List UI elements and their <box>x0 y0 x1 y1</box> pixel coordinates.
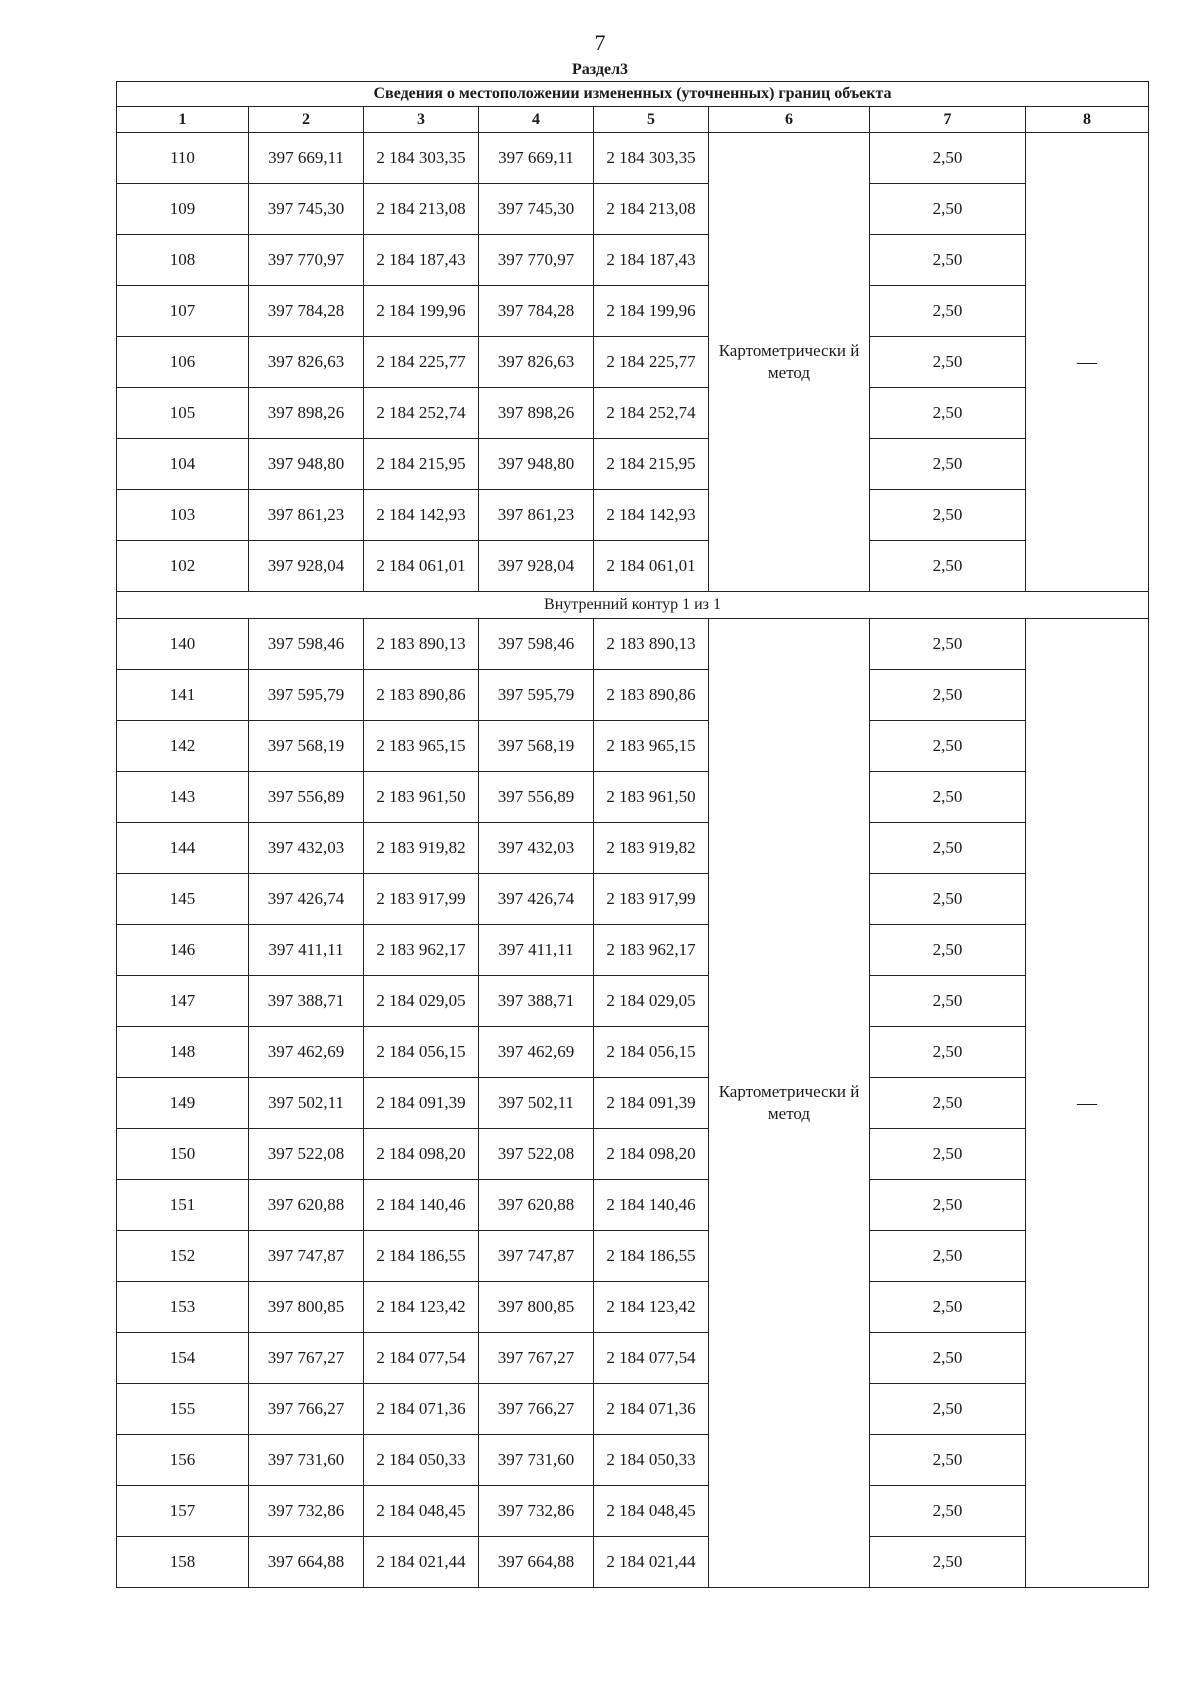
x-coordinate-refined: 397 598,46 <box>479 619 594 670</box>
x-coordinate-existing: 397 861,23 <box>249 490 364 541</box>
y-coordinate-refined: 2 183 962,17 <box>594 925 709 976</box>
y-coordinate-existing: 2 184 225,77 <box>364 337 479 388</box>
x-coordinate-refined: 397 664,88 <box>479 1537 594 1588</box>
x-coordinate-existing: 397 502,11 <box>249 1078 364 1129</box>
x-coordinate-refined: 397 747,87 <box>479 1231 594 1282</box>
y-coordinate-existing: 2 184 056,15 <box>364 1027 479 1078</box>
x-coordinate-refined: 397 767,27 <box>479 1333 594 1384</box>
point-number: 155 <box>117 1384 249 1435</box>
table-row <box>117 670 1149 721</box>
x-coordinate-existing: 397 770,97 <box>249 235 364 286</box>
accuracy-value: 2,50 <box>870 337 1026 388</box>
x-coordinate-refined: 397 800,85 <box>479 1282 594 1333</box>
accuracy-value: 2,50 <box>870 1180 1026 1231</box>
table-row <box>117 235 1149 286</box>
y-coordinate-refined: 2 184 225,77 <box>594 337 709 388</box>
x-coordinate-existing: 397 664,88 <box>249 1537 364 1588</box>
y-coordinate-existing: 2 184 071,36 <box>364 1384 479 1435</box>
x-coordinate-refined: 397 948,80 <box>479 439 594 490</box>
table-row <box>117 1333 1149 1384</box>
accuracy-value: 2,50 <box>870 1435 1026 1486</box>
x-coordinate-existing: 397 745,30 <box>249 184 364 235</box>
table-row <box>117 1180 1149 1231</box>
table-row <box>117 541 1149 592</box>
y-coordinate-existing: 2 184 215,95 <box>364 439 479 490</box>
x-coordinate-existing: 397 426,74 <box>249 874 364 925</box>
table-row <box>117 1384 1149 1435</box>
y-coordinate-existing: 2 183 965,15 <box>364 721 479 772</box>
y-coordinate-existing: 2 183 962,17 <box>364 925 479 976</box>
accuracy-value: 2,50 <box>870 619 1026 670</box>
x-coordinate-refined: 397 928,04 <box>479 541 594 592</box>
y-coordinate-existing: 2 184 303,35 <box>364 133 479 184</box>
contour-label-row <box>117 592 1149 619</box>
x-coordinate-existing: 397 620,88 <box>249 1180 364 1231</box>
x-coordinate-refined: 397 388,71 <box>479 976 594 1027</box>
y-coordinate-refined: 2 184 123,42 <box>594 1282 709 1333</box>
section-title: Раздел3 <box>571 61 629 78</box>
accuracy-value: 2,50 <box>870 670 1026 721</box>
x-coordinate-refined: 397 432,03 <box>479 823 594 874</box>
method-cell: Картометрически й метод <box>709 133 870 592</box>
y-coordinate-existing: 2 184 252,74 <box>364 388 479 439</box>
y-coordinate-refined: 2 184 186,55 <box>594 1231 709 1282</box>
x-coordinate-existing: 397 747,87 <box>249 1231 364 1282</box>
table-row <box>117 1078 1149 1129</box>
table-row <box>117 1537 1149 1588</box>
y-coordinate-existing: 2 184 123,42 <box>364 1282 479 1333</box>
accuracy-value: 2,50 <box>870 235 1026 286</box>
x-coordinate-existing: 397 556,89 <box>249 772 364 823</box>
x-coordinate-existing: 397 928,04 <box>249 541 364 592</box>
y-coordinate-existing: 2 184 098,20 <box>364 1129 479 1180</box>
accuracy-value: 2,50 <box>870 925 1026 976</box>
coordinates-table <box>116 81 1149 1588</box>
x-coordinate-refined: 397 522,08 <box>479 1129 594 1180</box>
y-coordinate-existing: 2 183 919,82 <box>364 823 479 874</box>
point-number: 141 <box>117 670 249 721</box>
point-number: 158 <box>117 1537 249 1588</box>
accuracy-value: 2,50 <box>870 1537 1026 1588</box>
accuracy-value: 2,50 <box>870 490 1026 541</box>
column-header: 6 <box>709 107 870 133</box>
accuracy-value: 2,50 <box>870 823 1026 874</box>
column-header: 3 <box>364 107 479 133</box>
y-coordinate-refined: 2 184 303,35 <box>594 133 709 184</box>
x-coordinate-refined: 397 556,89 <box>479 772 594 823</box>
column-header: 4 <box>479 107 594 133</box>
x-coordinate-refined: 397 669,11 <box>479 133 594 184</box>
table-row <box>117 823 1149 874</box>
y-coordinate-refined: 2 184 056,15 <box>594 1027 709 1078</box>
contour-label: Внутренний контур 1 из 1 <box>117 592 1149 619</box>
x-coordinate-refined: 397 766,27 <box>479 1384 594 1435</box>
x-coordinate-refined: 397 898,26 <box>479 388 594 439</box>
accuracy-value: 2,50 <box>870 772 1026 823</box>
point-number: 102 <box>117 541 249 592</box>
column-header-row <box>117 107 1149 133</box>
x-coordinate-refined: 397 770,97 <box>479 235 594 286</box>
x-coordinate-existing: 397 411,11 <box>249 925 364 976</box>
x-coordinate-refined: 397 784,28 <box>479 286 594 337</box>
column-header: 8 <box>1026 107 1149 133</box>
point-number: 147 <box>117 976 249 1027</box>
note-cell: — <box>1026 133 1149 592</box>
y-coordinate-refined: 2 183 965,15 <box>594 721 709 772</box>
table-row <box>117 490 1149 541</box>
x-coordinate-refined: 397 568,19 <box>479 721 594 772</box>
y-coordinate-existing: 2 184 077,54 <box>364 1333 479 1384</box>
y-coordinate-existing: 2 184 050,33 <box>364 1435 479 1486</box>
point-number: 146 <box>117 925 249 976</box>
x-coordinate-existing: 397 432,03 <box>249 823 364 874</box>
x-coordinate-refined: 397 426,74 <box>479 874 594 925</box>
y-coordinate-existing: 2 184 213,08 <box>364 184 479 235</box>
table-row <box>117 286 1149 337</box>
table-row <box>117 388 1149 439</box>
column-header: 1 <box>117 107 249 133</box>
accuracy-value: 2,50 <box>870 874 1026 925</box>
point-number: 103 <box>117 490 249 541</box>
x-coordinate-existing: 397 948,80 <box>249 439 364 490</box>
point-number: 154 <box>117 1333 249 1384</box>
table-row <box>117 439 1149 490</box>
page-number: 7 <box>594 30 606 55</box>
y-coordinate-refined: 2 183 961,50 <box>594 772 709 823</box>
point-number: 144 <box>117 823 249 874</box>
y-coordinate-refined: 2 184 091,39 <box>594 1078 709 1129</box>
point-number: 149 <box>117 1078 249 1129</box>
accuracy-value: 2,50 <box>870 1282 1026 1333</box>
point-number: 143 <box>117 772 249 823</box>
point-number: 152 <box>117 1231 249 1282</box>
column-header: 5 <box>594 107 709 133</box>
table-row <box>117 721 1149 772</box>
point-number: 105 <box>117 388 249 439</box>
x-coordinate-existing: 397 462,69 <box>249 1027 364 1078</box>
y-coordinate-refined: 2 184 252,74 <box>594 388 709 439</box>
y-coordinate-refined: 2 184 071,36 <box>594 1384 709 1435</box>
y-coordinate-existing: 2 184 140,46 <box>364 1180 479 1231</box>
table-row <box>117 1027 1149 1078</box>
table-row <box>117 976 1149 1027</box>
x-coordinate-existing: 397 669,11 <box>249 133 364 184</box>
x-coordinate-refined: 397 462,69 <box>479 1027 594 1078</box>
table-row <box>117 619 1149 670</box>
x-coordinate-existing: 397 388,71 <box>249 976 364 1027</box>
x-coordinate-existing: 397 732,86 <box>249 1486 364 1537</box>
y-coordinate-existing: 2 184 029,05 <box>364 976 479 1027</box>
x-coordinate-refined: 397 411,11 <box>479 925 594 976</box>
accuracy-value: 2,50 <box>870 1129 1026 1180</box>
x-coordinate-existing: 397 731,60 <box>249 1435 364 1486</box>
table-row <box>117 1129 1149 1180</box>
point-number: 150 <box>117 1129 249 1180</box>
y-coordinate-existing: 2 184 021,44 <box>364 1537 479 1588</box>
x-coordinate-refined: 397 732,86 <box>479 1486 594 1537</box>
y-coordinate-refined: 2 184 050,33 <box>594 1435 709 1486</box>
x-coordinate-existing: 397 767,27 <box>249 1333 364 1384</box>
y-coordinate-refined: 2 184 021,44 <box>594 1537 709 1588</box>
x-coordinate-existing: 397 826,63 <box>249 337 364 388</box>
x-coordinate-existing: 397 595,79 <box>249 670 364 721</box>
y-coordinate-refined: 2 184 029,05 <box>594 976 709 1027</box>
point-number: 156 <box>117 1435 249 1486</box>
y-coordinate-refined: 2 184 187,43 <box>594 235 709 286</box>
y-coordinate-existing: 2 184 187,43 <box>364 235 479 286</box>
table-row <box>117 1282 1149 1333</box>
accuracy-value: 2,50 <box>870 388 1026 439</box>
x-coordinate-existing: 397 598,46 <box>249 619 364 670</box>
accuracy-value: 2,50 <box>870 133 1026 184</box>
y-coordinate-existing: 2 183 961,50 <box>364 772 479 823</box>
point-number: 145 <box>117 874 249 925</box>
y-coordinate-refined: 2 183 890,86 <box>594 670 709 721</box>
table-row <box>117 184 1149 235</box>
accuracy-value: 2,50 <box>870 1486 1026 1537</box>
y-coordinate-existing: 2 184 142,93 <box>364 490 479 541</box>
y-coordinate-refined: 2 183 917,99 <box>594 874 709 925</box>
table-row <box>117 772 1149 823</box>
y-coordinate-existing: 2 184 186,55 <box>364 1231 479 1282</box>
point-number: 140 <box>117 619 249 670</box>
point-number: 104 <box>117 439 249 490</box>
point-number: 110 <box>117 133 249 184</box>
method-cell: Картометрически й метод <box>709 619 870 1588</box>
point-number: 106 <box>117 337 249 388</box>
y-coordinate-existing: 2 184 091,39 <box>364 1078 479 1129</box>
y-coordinate-existing: 2 184 199,96 <box>364 286 479 337</box>
table-row <box>117 1486 1149 1537</box>
x-coordinate-refined: 397 826,63 <box>479 337 594 388</box>
point-number: 108 <box>117 235 249 286</box>
point-number: 109 <box>117 184 249 235</box>
x-coordinate-refined: 397 595,79 <box>479 670 594 721</box>
accuracy-value: 2,50 <box>870 1027 1026 1078</box>
y-coordinate-refined: 2 184 098,20 <box>594 1129 709 1180</box>
y-coordinate-refined: 2 184 048,45 <box>594 1486 709 1537</box>
y-coordinate-refined: 2 184 213,08 <box>594 184 709 235</box>
accuracy-value: 2,50 <box>870 541 1026 592</box>
y-coordinate-refined: 2 184 061,01 <box>594 541 709 592</box>
x-coordinate-existing: 397 800,85 <box>249 1282 364 1333</box>
x-coordinate-refined: 397 620,88 <box>479 1180 594 1231</box>
table-caption: Сведения о местоположении измененных (уточненных) границ объекта <box>117 82 1149 107</box>
x-coordinate-existing: 397 522,08 <box>249 1129 364 1180</box>
x-coordinate-existing: 397 898,26 <box>249 388 364 439</box>
accuracy-value: 2,50 <box>870 286 1026 337</box>
accuracy-value: 2,50 <box>870 1384 1026 1435</box>
table-row <box>117 874 1149 925</box>
y-coordinate-existing: 2 183 917,99 <box>364 874 479 925</box>
y-coordinate-refined: 2 184 140,46 <box>594 1180 709 1231</box>
y-coordinate-existing: 2 184 061,01 <box>364 541 479 592</box>
table-row <box>117 337 1149 388</box>
y-coordinate-refined: 2 184 142,93 <box>594 490 709 541</box>
y-coordinate-refined: 2 184 077,54 <box>594 1333 709 1384</box>
y-coordinate-refined: 2 183 890,13 <box>594 619 709 670</box>
x-coordinate-refined: 397 861,23 <box>479 490 594 541</box>
table-row <box>117 925 1149 976</box>
accuracy-value: 2,50 <box>870 1333 1026 1384</box>
note-cell: — <box>1026 619 1149 1588</box>
x-coordinate-existing: 397 784,28 <box>249 286 364 337</box>
y-coordinate-existing: 2 183 890,86 <box>364 670 479 721</box>
accuracy-value: 2,50 <box>870 184 1026 235</box>
accuracy-value: 2,50 <box>870 1231 1026 1282</box>
y-coordinate-existing: 2 183 890,13 <box>364 619 479 670</box>
table-row <box>117 1231 1149 1282</box>
x-coordinate-existing: 397 766,27 <box>249 1384 364 1435</box>
table-caption-row <box>117 82 1149 107</box>
x-coordinate-existing: 397 568,19 <box>249 721 364 772</box>
column-header: 7 <box>870 107 1026 133</box>
x-coordinate-refined: 397 502,11 <box>479 1078 594 1129</box>
x-coordinate-refined: 397 731,60 <box>479 1435 594 1486</box>
point-number: 157 <box>117 1486 249 1537</box>
point-number: 148 <box>117 1027 249 1078</box>
point-number: 142 <box>117 721 249 772</box>
accuracy-value: 2,50 <box>870 976 1026 1027</box>
point-number: 153 <box>117 1282 249 1333</box>
accuracy-value: 2,50 <box>870 439 1026 490</box>
y-coordinate-refined: 2 184 199,96 <box>594 286 709 337</box>
table-row <box>117 133 1149 184</box>
table-row <box>117 1435 1149 1486</box>
point-number: 107 <box>117 286 249 337</box>
point-number: 151 <box>117 1180 249 1231</box>
x-coordinate-refined: 397 745,30 <box>479 184 594 235</box>
y-coordinate-existing: 2 184 048,45 <box>364 1486 479 1537</box>
accuracy-value: 2,50 <box>870 721 1026 772</box>
column-header: 2 <box>249 107 364 133</box>
y-coordinate-refined: 2 184 215,95 <box>594 439 709 490</box>
y-coordinate-refined: 2 183 919,82 <box>594 823 709 874</box>
accuracy-value: 2,50 <box>870 1078 1026 1129</box>
